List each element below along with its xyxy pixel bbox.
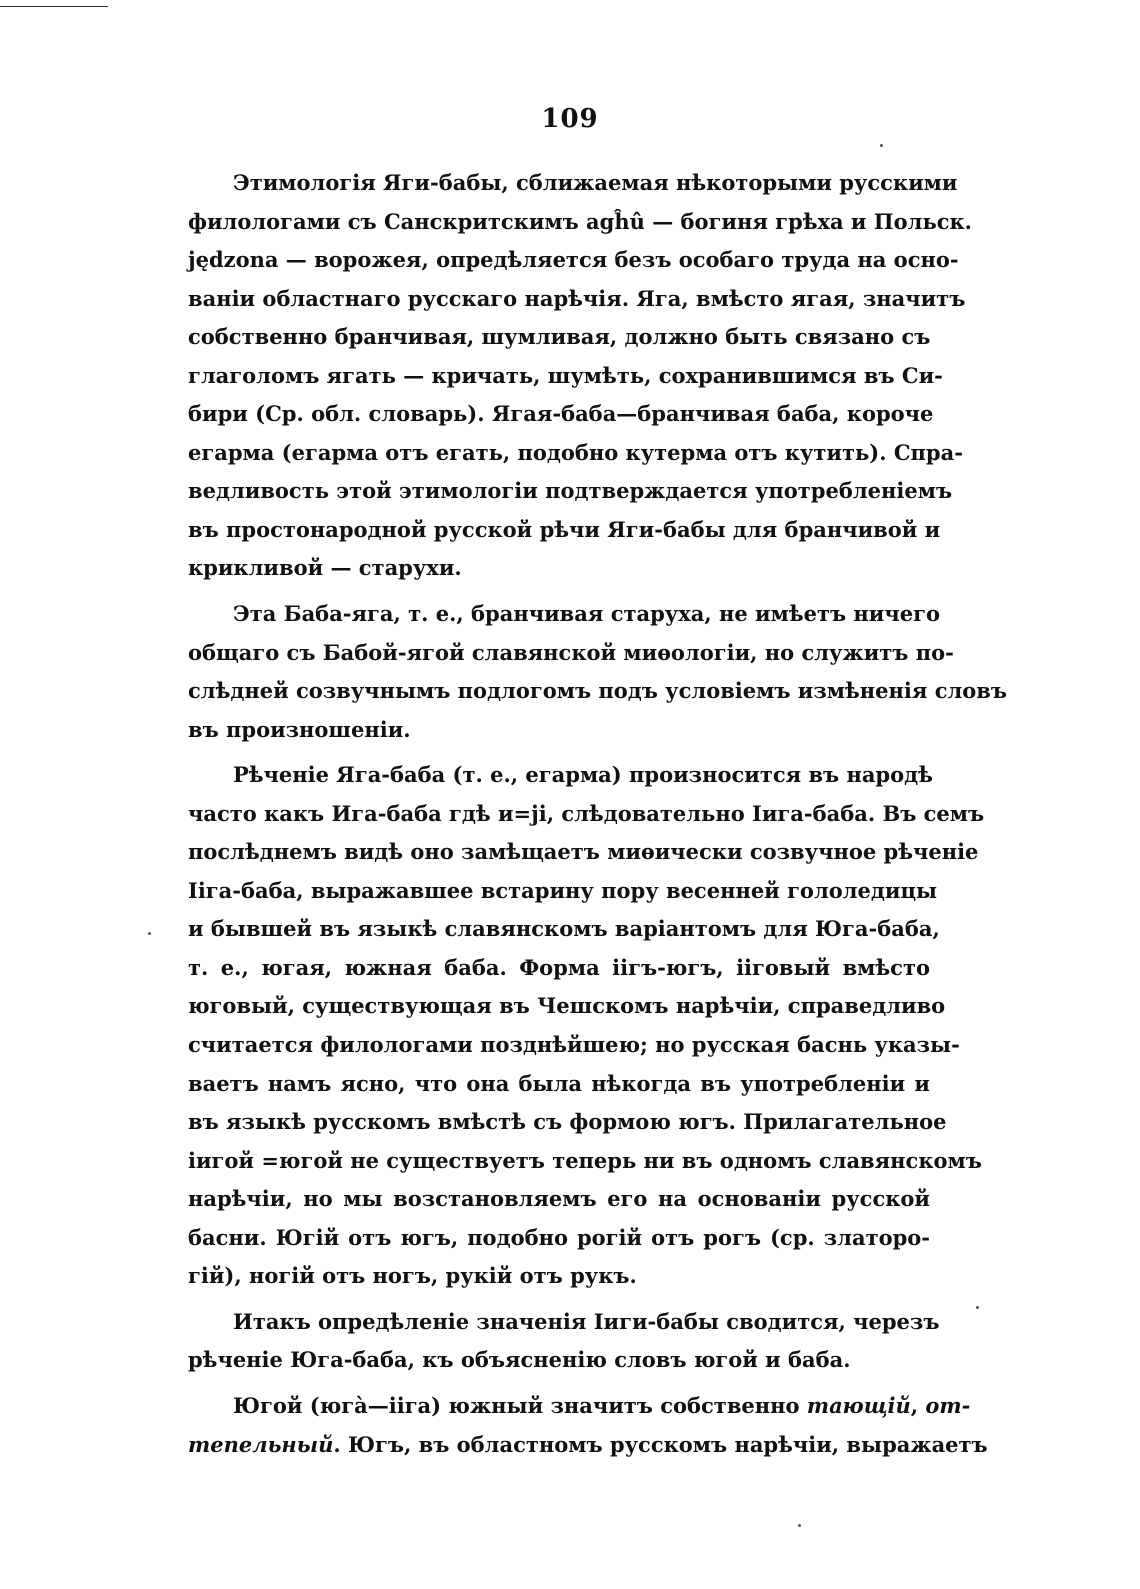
- scan-speck: [976, 1306, 979, 1309]
- text-line: ваніи областнаго русскаго нарѣчія. Яга, вмѣсто ягая, значитъ: [188, 285, 966, 311]
- italic-term: от-: [925, 1392, 971, 1418]
- text-line: Іiга-баба, выражавшее встарину пору весенней гололедицы: [188, 877, 938, 903]
- text-line: въ языкѣ русскомъ вмѣстѣ съ формою югъ. Прилагательное: [188, 1109, 947, 1135]
- italic-term: тающій: [806, 1392, 911, 1418]
- text-line: ваетъ намъ ясно, что она была нѣкогда въ употребленіи и: [188, 1070, 930, 1096]
- text-line: гій), ногій отъ ногъ, рукій отъ рукъ.: [188, 1263, 637, 1289]
- text-segment: . Югъ, въ областномъ русскомъ нарѣчіи, выражаетъ: [333, 1431, 988, 1457]
- text-line: басни. Югій отъ югъ, подобно рогій отъ рогъ (ср. златоро-: [188, 1224, 930, 1250]
- text-line: считается филологами позднѣйшею; но русская баснь указы-: [188, 1032, 960, 1058]
- text-line: [188, 1426, 988, 1465]
- text-line: часто какъ Ига-баба гдѣ и=ji, слѣдовательно Іига-баба. Въ семъ: [188, 800, 985, 826]
- italic-term-continued: тепельный: [188, 1431, 334, 1457]
- text-line: глаголомъ ягать — кричать, шумѣть, сохранившимся въ Си-: [188, 362, 943, 388]
- scan-speck: [798, 1524, 801, 1527]
- text-line: т. е., югая, южная баба. Форма іiгъ-югъ, іiговый вмѣсто: [188, 954, 930, 980]
- text-line: въ произношеніи.: [188, 716, 411, 742]
- text-line: Эта Баба-яга, т. е., бранчивая старуха, не имѣетъ ничего: [233, 601, 940, 627]
- text-line: и бывшей въ языкѣ славянскомъ варіантомъ для Юга-баба,: [188, 916, 940, 942]
- scan-speck: [148, 932, 151, 935]
- text-line: филологами съ Санскритскимъ agĥû — богиня грѣха и Польск.: [188, 208, 972, 234]
- text-line: jędzona — ворожея, опредѣляется безъ особаго труда на осно-: [188, 247, 959, 273]
- text-line: слѣдней созвучнымъ подлогомъ подъ условіемъ измѣненія словъ: [188, 678, 1007, 704]
- text-line: общаго съ Бабой-ягой славянской миѳологіи, но служитъ по-: [188, 639, 954, 665]
- text-line: нарѣчіи, но мы возстановляемъ его на основаніи русской: [188, 1186, 930, 1212]
- text-segment: ,: [910, 1392, 926, 1418]
- page-number: 109: [541, 104, 599, 134]
- scan-speck: [880, 144, 883, 147]
- text-line: рѣченіе Юга-баба, къ объясненію словъ югой и баба.: [188, 1347, 851, 1373]
- text-line: крикливой — старухи.: [188, 555, 462, 581]
- text-line: послѣднемъ видѣ оно замѣщаетъ миѳически созвучное рѣченіе: [188, 839, 979, 865]
- text-line: егарма (егарма отъ егать, подобно кутерма отъ кутить). Спра-: [188, 439, 963, 465]
- text-line: [188, 1387, 971, 1426]
- text-line: Итакъ опредѣленіе значенія Іиги-бабы сводится, черезъ: [233, 1308, 940, 1334]
- text-line: бири (Ср. обл. словарь). Ягая-баба—бранчивая баба, короче: [188, 401, 934, 427]
- text-line: іигой =югой не существуетъ теперь ни въ одномъ славянскомъ: [188, 1147, 982, 1173]
- text-line: ведливость этой этимологіи подтверждается употребленіемъ: [188, 478, 953, 504]
- text-line: собственно бранчивая, шумливая, должно быть связано съ: [188, 324, 931, 350]
- text-line: Рѣченіе Яга-баба (т. е., егарма) произносится въ народѣ: [233, 762, 933, 788]
- text-line: юговый, существующая въ Чешскомъ нарѣчіи, справедливо: [188, 993, 946, 1019]
- top-rule: [0, 6, 108, 7]
- page-body: [188, 164, 1007, 1464]
- text-line: Этимологія Яги-бабы, сближаемая нѣкоторыми русскими: [233, 170, 958, 195]
- text-segment: Югой (югà—іiга) южный значитъ собственно: [233, 1392, 807, 1418]
- text-line: въ простонародной русской рѣчи Яги-бабы для бранчивой и: [188, 516, 941, 542]
